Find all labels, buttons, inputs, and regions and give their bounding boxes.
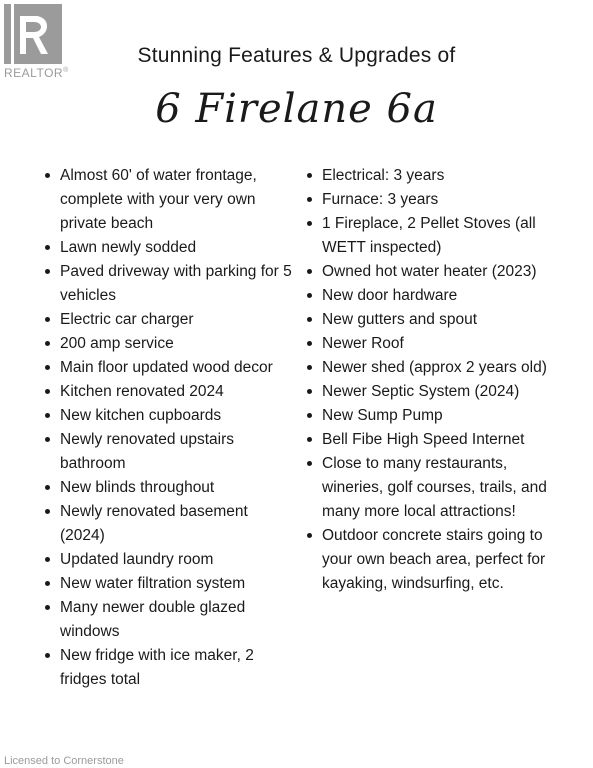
feature-item: Owned hot water heater (2023) xyxy=(322,260,570,284)
feature-item: Kitchen renovated 2024 xyxy=(60,380,292,404)
feature-item: New water filtration system xyxy=(60,572,292,596)
feature-item: Newer Septic System (2024) xyxy=(322,380,570,404)
feature-item: New door hardware xyxy=(322,284,570,308)
feature-item: New kitchen cupboards xyxy=(60,404,292,428)
feature-item: Electric car charger xyxy=(60,308,292,332)
feature-item: Many newer double glazed windows xyxy=(60,596,292,644)
feature-item: Newly renovated upstairs bathroom xyxy=(60,428,292,476)
feature-item: Newly renovated basement (2024) xyxy=(60,500,292,548)
feature-item: 1 Fireplace, 2 Pellet Stoves (all WETT inspected) xyxy=(322,212,570,260)
features-list-left xyxy=(60,164,292,692)
feature-item: Bell Fibe High Speed Internet xyxy=(322,428,570,452)
feature-item: New gutters and spout xyxy=(322,308,570,332)
realtor-wordmark: REALTOR® xyxy=(4,66,69,80)
page-heading: Stunning Features & Upgrades of xyxy=(137,44,456,67)
feature-item: New blinds throughout xyxy=(60,476,292,500)
feature-item: Almost 60' of water frontage, complete with your very own private beach xyxy=(60,164,292,236)
feature-item: Outdoor concrete stairs going to your own beach area, perfect for kayaking, windsurfing, etc. xyxy=(322,524,570,596)
feature-item: Furnace: 3 years xyxy=(322,188,570,212)
feature-item: Newer shed (approx 2 years old) xyxy=(322,356,570,380)
feature-item: Newer Roof xyxy=(322,332,570,356)
feature-item: Paved driveway with parking for 5 vehicles xyxy=(60,260,292,308)
feature-item: Main floor updated wood decor xyxy=(60,356,292,380)
feature-item: New fridge with ice maker, 2 fridges total xyxy=(60,644,292,692)
property-address: 6 Firelane 6a xyxy=(155,86,438,132)
feature-item: Electrical: 3 years xyxy=(322,164,570,188)
feature-item: New Sump Pump xyxy=(322,404,570,428)
features-list-right xyxy=(322,164,570,596)
realtor-logo xyxy=(4,4,70,80)
license-notice: Licensed to Cornerstone xyxy=(4,755,124,767)
feature-item: Close to many restaurants, wineries, golf courses, trails, and many more local attractions! xyxy=(322,452,570,524)
feature-item: Lawn newly sodded xyxy=(60,236,292,260)
feature-item: Updated laundry room xyxy=(60,548,292,572)
feature-item: 200 amp service xyxy=(60,332,292,356)
